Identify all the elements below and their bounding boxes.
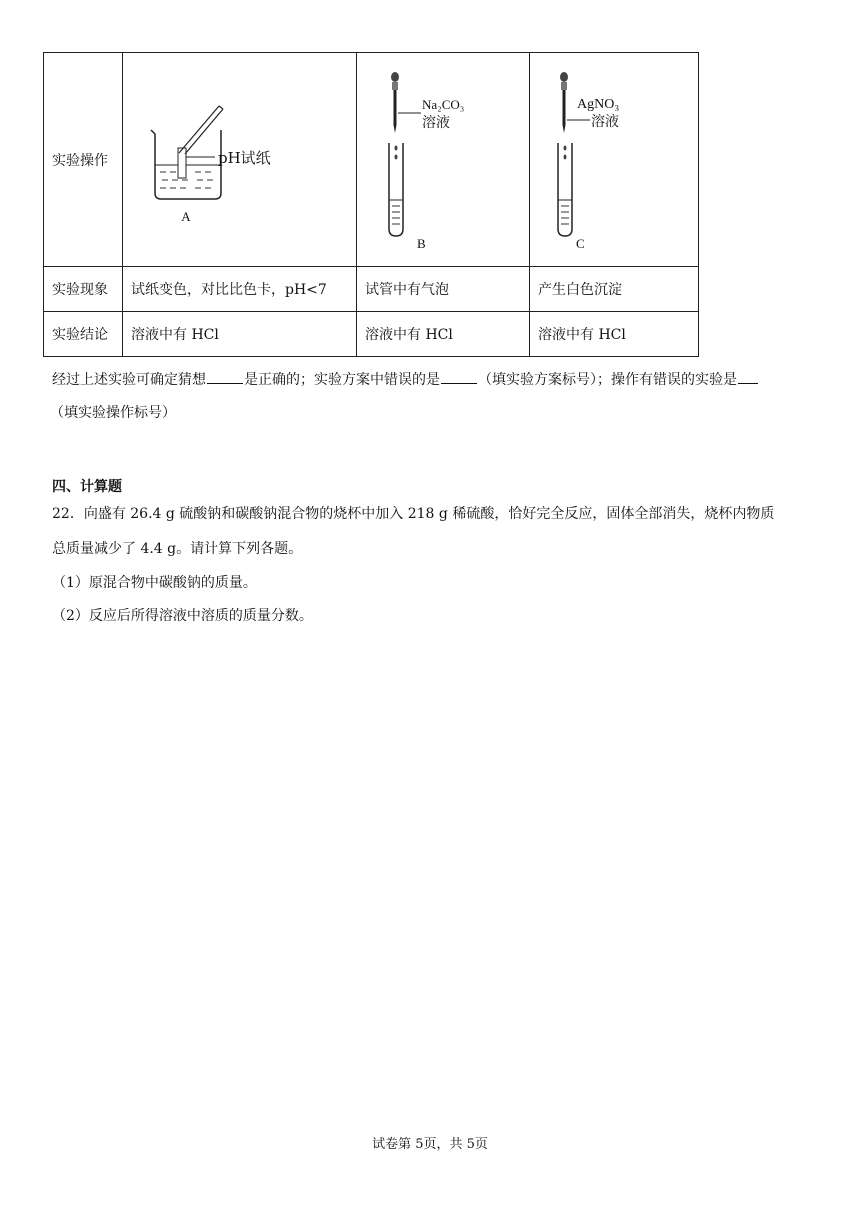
table-cell: 溶液中有 HCl	[123, 312, 357, 357]
answer-blank-operation	[738, 369, 758, 384]
question-2: （2）反应后所得溶液中溶质的质量分数。	[52, 608, 313, 624]
problem-line-2: 总质量减少了 4.4 g。请计算下列各题。	[52, 541, 303, 557]
problem-line-1: 22．向盛有 26.4 g 硫酸钠和碳酸钠混合物的烧杯中加入 218 g 稀硫酸，恰好完全反应，固体全部消失，烧杯内物质	[52, 506, 775, 522]
figure-a-cell	[123, 53, 357, 267]
row-label-phenomenon: 实验现象	[44, 267, 123, 312]
solution-label-c: 溶液	[591, 114, 619, 130]
table-cell: 试纸变色，对比比色卡，pH<7	[123, 267, 357, 312]
solution-label-b: 溶液	[422, 115, 450, 131]
agno3-label: AgNO₃	[577, 97, 620, 112]
conclusion-text-3: （填实验方案标号）；操作有错误的实验是	[478, 372, 737, 388]
figure-c-letter: C	[576, 236, 585, 251]
beaker-ph-paper-figure	[131, 53, 348, 266]
figure-c-cell	[530, 53, 699, 267]
table-cell: 溶液中有 HCl	[357, 312, 530, 357]
answer-blank-plan	[441, 369, 477, 384]
conclusion-line	[52, 369, 759, 389]
experiment-table	[43, 52, 699, 357]
answer-blank-guess	[207, 369, 243, 384]
table-row	[44, 53, 699, 267]
question-1: （1）原混合物中碳酸钠的质量。	[52, 575, 257, 591]
table-cell: 溶液中有 HCl	[530, 312, 699, 357]
conclusion-text-2: 是正确的；实验方案中错误的是	[244, 372, 440, 388]
conclusion-line-2: （填实验操作标号）	[50, 405, 176, 421]
conclusion-text-1: 经过上述实验可确定猜想	[52, 372, 206, 388]
figure-b-cell	[357, 53, 530, 267]
row-label-conclusion: 实验结论	[44, 312, 123, 357]
page-footer: 试卷第 5页，共 5页	[372, 1137, 488, 1152]
section-title: 四、计算题	[52, 479, 122, 495]
table-cell: 试管中有气泡	[357, 267, 530, 312]
dropper-na2co3-figure	[365, 53, 521, 266]
ph-paper-label: pH试纸	[218, 149, 271, 167]
na2co3-label: Na₂CO₃	[422, 97, 465, 112]
figure-b-letter: B	[417, 236, 426, 251]
table-cell: 产生白色沉淀	[530, 267, 699, 312]
table-row	[44, 312, 699, 357]
table-row	[44, 267, 699, 312]
dropper-agno3-figure	[538, 53, 690, 266]
figure-a-letter: A	[181, 209, 191, 224]
row-label-operation: 实验操作	[44, 53, 123, 267]
